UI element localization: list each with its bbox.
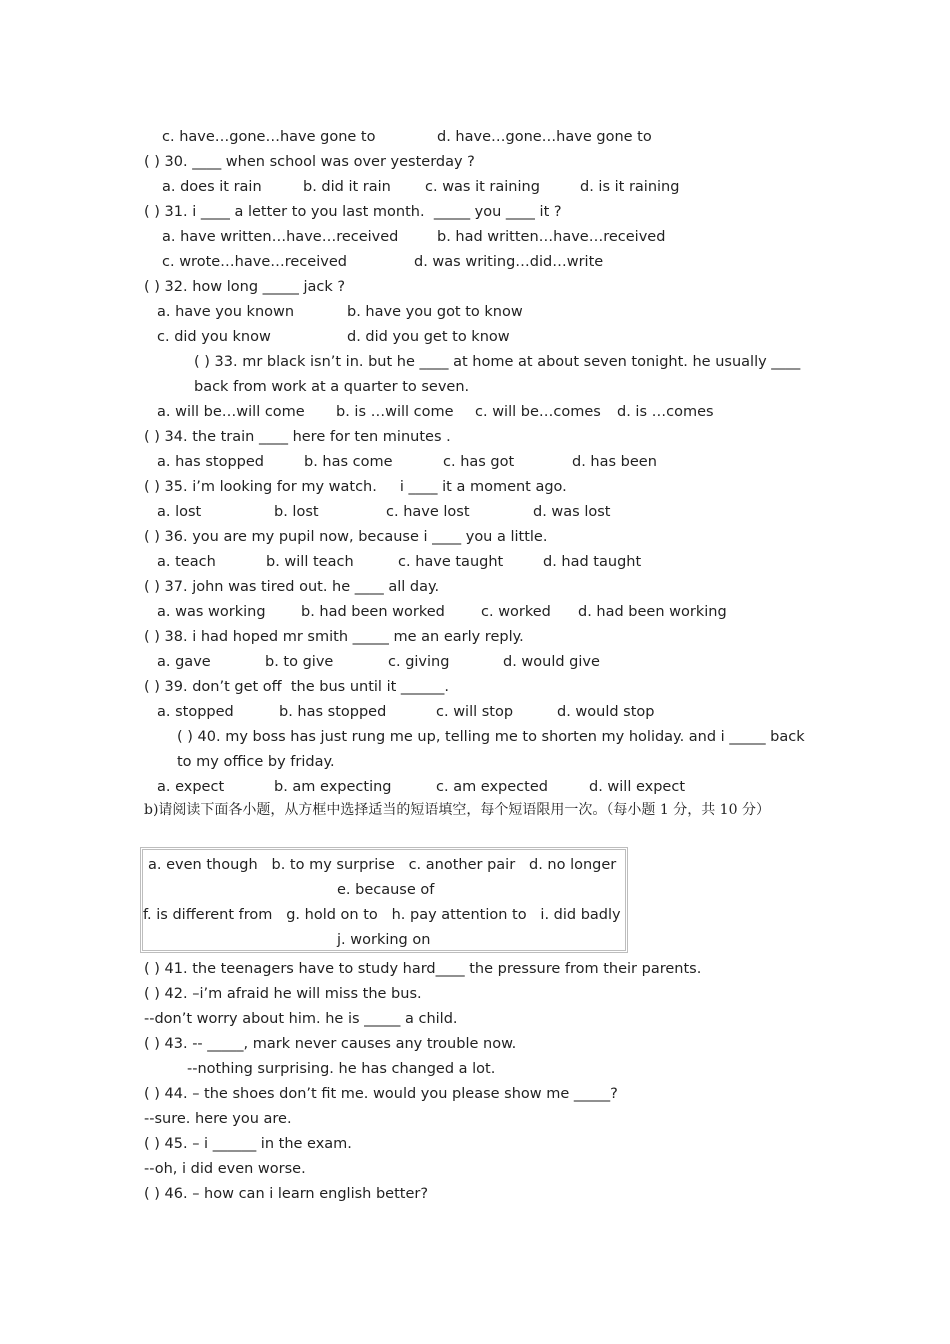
text-line-l0: c. have…gone…have gone to (162, 129, 376, 145)
text-line-q44r: --sure. here you are. (144, 1111, 292, 1127)
text-line-q33c: c. will be…comes (475, 404, 601, 420)
text-line-q31d: d. was writing…did…write (414, 254, 604, 270)
text-line-q37c: c. worked (481, 604, 551, 620)
text-line-q33b: b. is …will come (336, 404, 454, 420)
text-line-q31a: a. have written…have…received (162, 229, 399, 245)
text-line-q37d: d. had been working (578, 604, 727, 620)
text-line-q30: ( ) 30. ____ when school was over yesterday ? (144, 154, 475, 170)
text-line-q46: ( ) 46. – how can i learn english better? (144, 1186, 429, 1202)
text-line-q37b: b. had been worked (301, 604, 445, 620)
text-line-q40c: c. am expected (436, 779, 548, 795)
text-line-q38a: a. gave (157, 654, 211, 670)
text-line-q37: ( ) 37. john was tired out. he ____ all day. (144, 579, 440, 595)
text-line-q34c: c. has got (443, 454, 515, 470)
text-line-q39: ( ) 39. don’t get off the bus until it ______. (144, 679, 449, 695)
text-line-q34: ( ) 34. the train ____ here for ten minutes . (144, 429, 451, 445)
text-line-q36d: d. had taught (543, 554, 642, 570)
text-line-q32b: b. have you got to know (347, 304, 523, 320)
text-line-q32d: d. did you get to know (347, 329, 510, 345)
text-line-q35a: a. lost (157, 504, 202, 520)
text-line-q38c: c. giving (388, 654, 450, 670)
text-line-l0b: d. have…gone…have gone to (437, 129, 652, 145)
text-line-q44: ( ) 44. – the shoes don’t fit me. would you please show me _____? (144, 1086, 618, 1102)
text-line-q32a: a. have you known (157, 304, 295, 320)
text-line-q43r: --nothing surprising. he has changed a lot. (187, 1061, 496, 1077)
text-line-q39a: a. stopped (157, 704, 234, 720)
text-line-q32: ( ) 32. how long _____ jack ? (144, 279, 346, 295)
text-line-q33cont: back from work at a quarter to seven. (194, 379, 470, 395)
text-line-q36: ( ) 36. you are my pupil now, because i ____ you a little. (144, 529, 548, 545)
text-line-q40: ( ) 40. my boss has just rung me up, telling me to shorten my holiday. and i _____ back (177, 729, 805, 745)
text-line-q35d: d. was lost (533, 504, 611, 520)
text-line-q40d: d. will expect (589, 779, 686, 795)
text-line-q42r: --don’t worry about him. he is _____ a child. (144, 1011, 458, 1027)
text-line-q33: ( ) 33. mr black isn’t in. but he ____ at home at about seven tonight. he usually ____ (194, 354, 801, 370)
text-line-q30b: b. did it rain (303, 179, 391, 195)
text-line-q30a: a. does it rain (162, 179, 262, 195)
text-line-q38d: d. would give (503, 654, 600, 670)
text-line-q34a: a. has stopped (157, 454, 264, 470)
text-line-q30c: c. was it raining (425, 179, 540, 195)
text-line-q37a: a. was working (157, 604, 266, 620)
text-line-q38: ( ) 38. i had hoped mr smith _____ me an early reply. (144, 629, 524, 645)
section-b-instructions: b)请阅读下面各小题，从方框中选择适当的短语填空，每个短语限用一次。（每小题 1 分，共 10 分） (144, 802, 770, 818)
text-line-q35c: c. have lost (386, 504, 470, 520)
text-line-q35: ( ) 35. i’m looking for my watch. i ____ it a moment ago. (144, 479, 567, 495)
text-line-q45r: --oh, i did even worse. (144, 1161, 306, 1177)
text-line-q36b: b. will teach (266, 554, 354, 570)
phrase-box (140, 847, 628, 953)
text-line-box4: j. working on (337, 932, 431, 948)
text-line-q34b: b. has come (304, 454, 393, 470)
text-line-q36a: a. teach (157, 554, 216, 570)
text-line-q41: ( ) 41. the teenagers have to study hard____ the pressure from their parents. (144, 961, 702, 977)
text-line-q38b: b. to give (265, 654, 334, 670)
text-line-q31b: b. had written…have…received (437, 229, 666, 245)
text-line-q34d: d. has been (572, 454, 657, 470)
text-line-q39d: d. would stop (557, 704, 655, 720)
text-line-q39b: b. has stopped (279, 704, 387, 720)
text-line-q36c: c. have taught (398, 554, 504, 570)
text-line-q33a: a. will be…will come (157, 404, 305, 420)
text-line-box1: a. even though b. to my surprise c. another pair d. no longer (148, 857, 617, 873)
text-line-box2: e. because of (337, 882, 435, 898)
text-line-q30d: d. is it raining (580, 179, 680, 195)
text-line-q32c: c. did you know (157, 329, 271, 345)
text-line-q42: ( ) 42. –i’m afraid he will miss the bus. (144, 986, 422, 1002)
text-line-q40b: b. am expecting (274, 779, 392, 795)
text-line-q43: ( ) 43. -- _____, mark never causes any trouble now. (144, 1036, 517, 1052)
text-line-q40a: a. expect (157, 779, 225, 795)
text-line-q33d: d. is …comes (617, 404, 714, 420)
text-line-box3: f. is different from g. hold on to h. pay attention to i. did badly (143, 907, 621, 923)
text-line-q31c: c. wrote…have…received (162, 254, 347, 270)
text-line-q39c: c. will stop (436, 704, 514, 720)
text-line-q35b: b. lost (274, 504, 319, 520)
text-line-q40cont: to my office by friday. (177, 754, 335, 770)
text-line-q31: ( ) 31. i ____ a letter to you last month. _____ you ____ it ? (144, 204, 562, 220)
text-line-q45: ( ) 45. – i ______ in the exam. (144, 1136, 352, 1152)
